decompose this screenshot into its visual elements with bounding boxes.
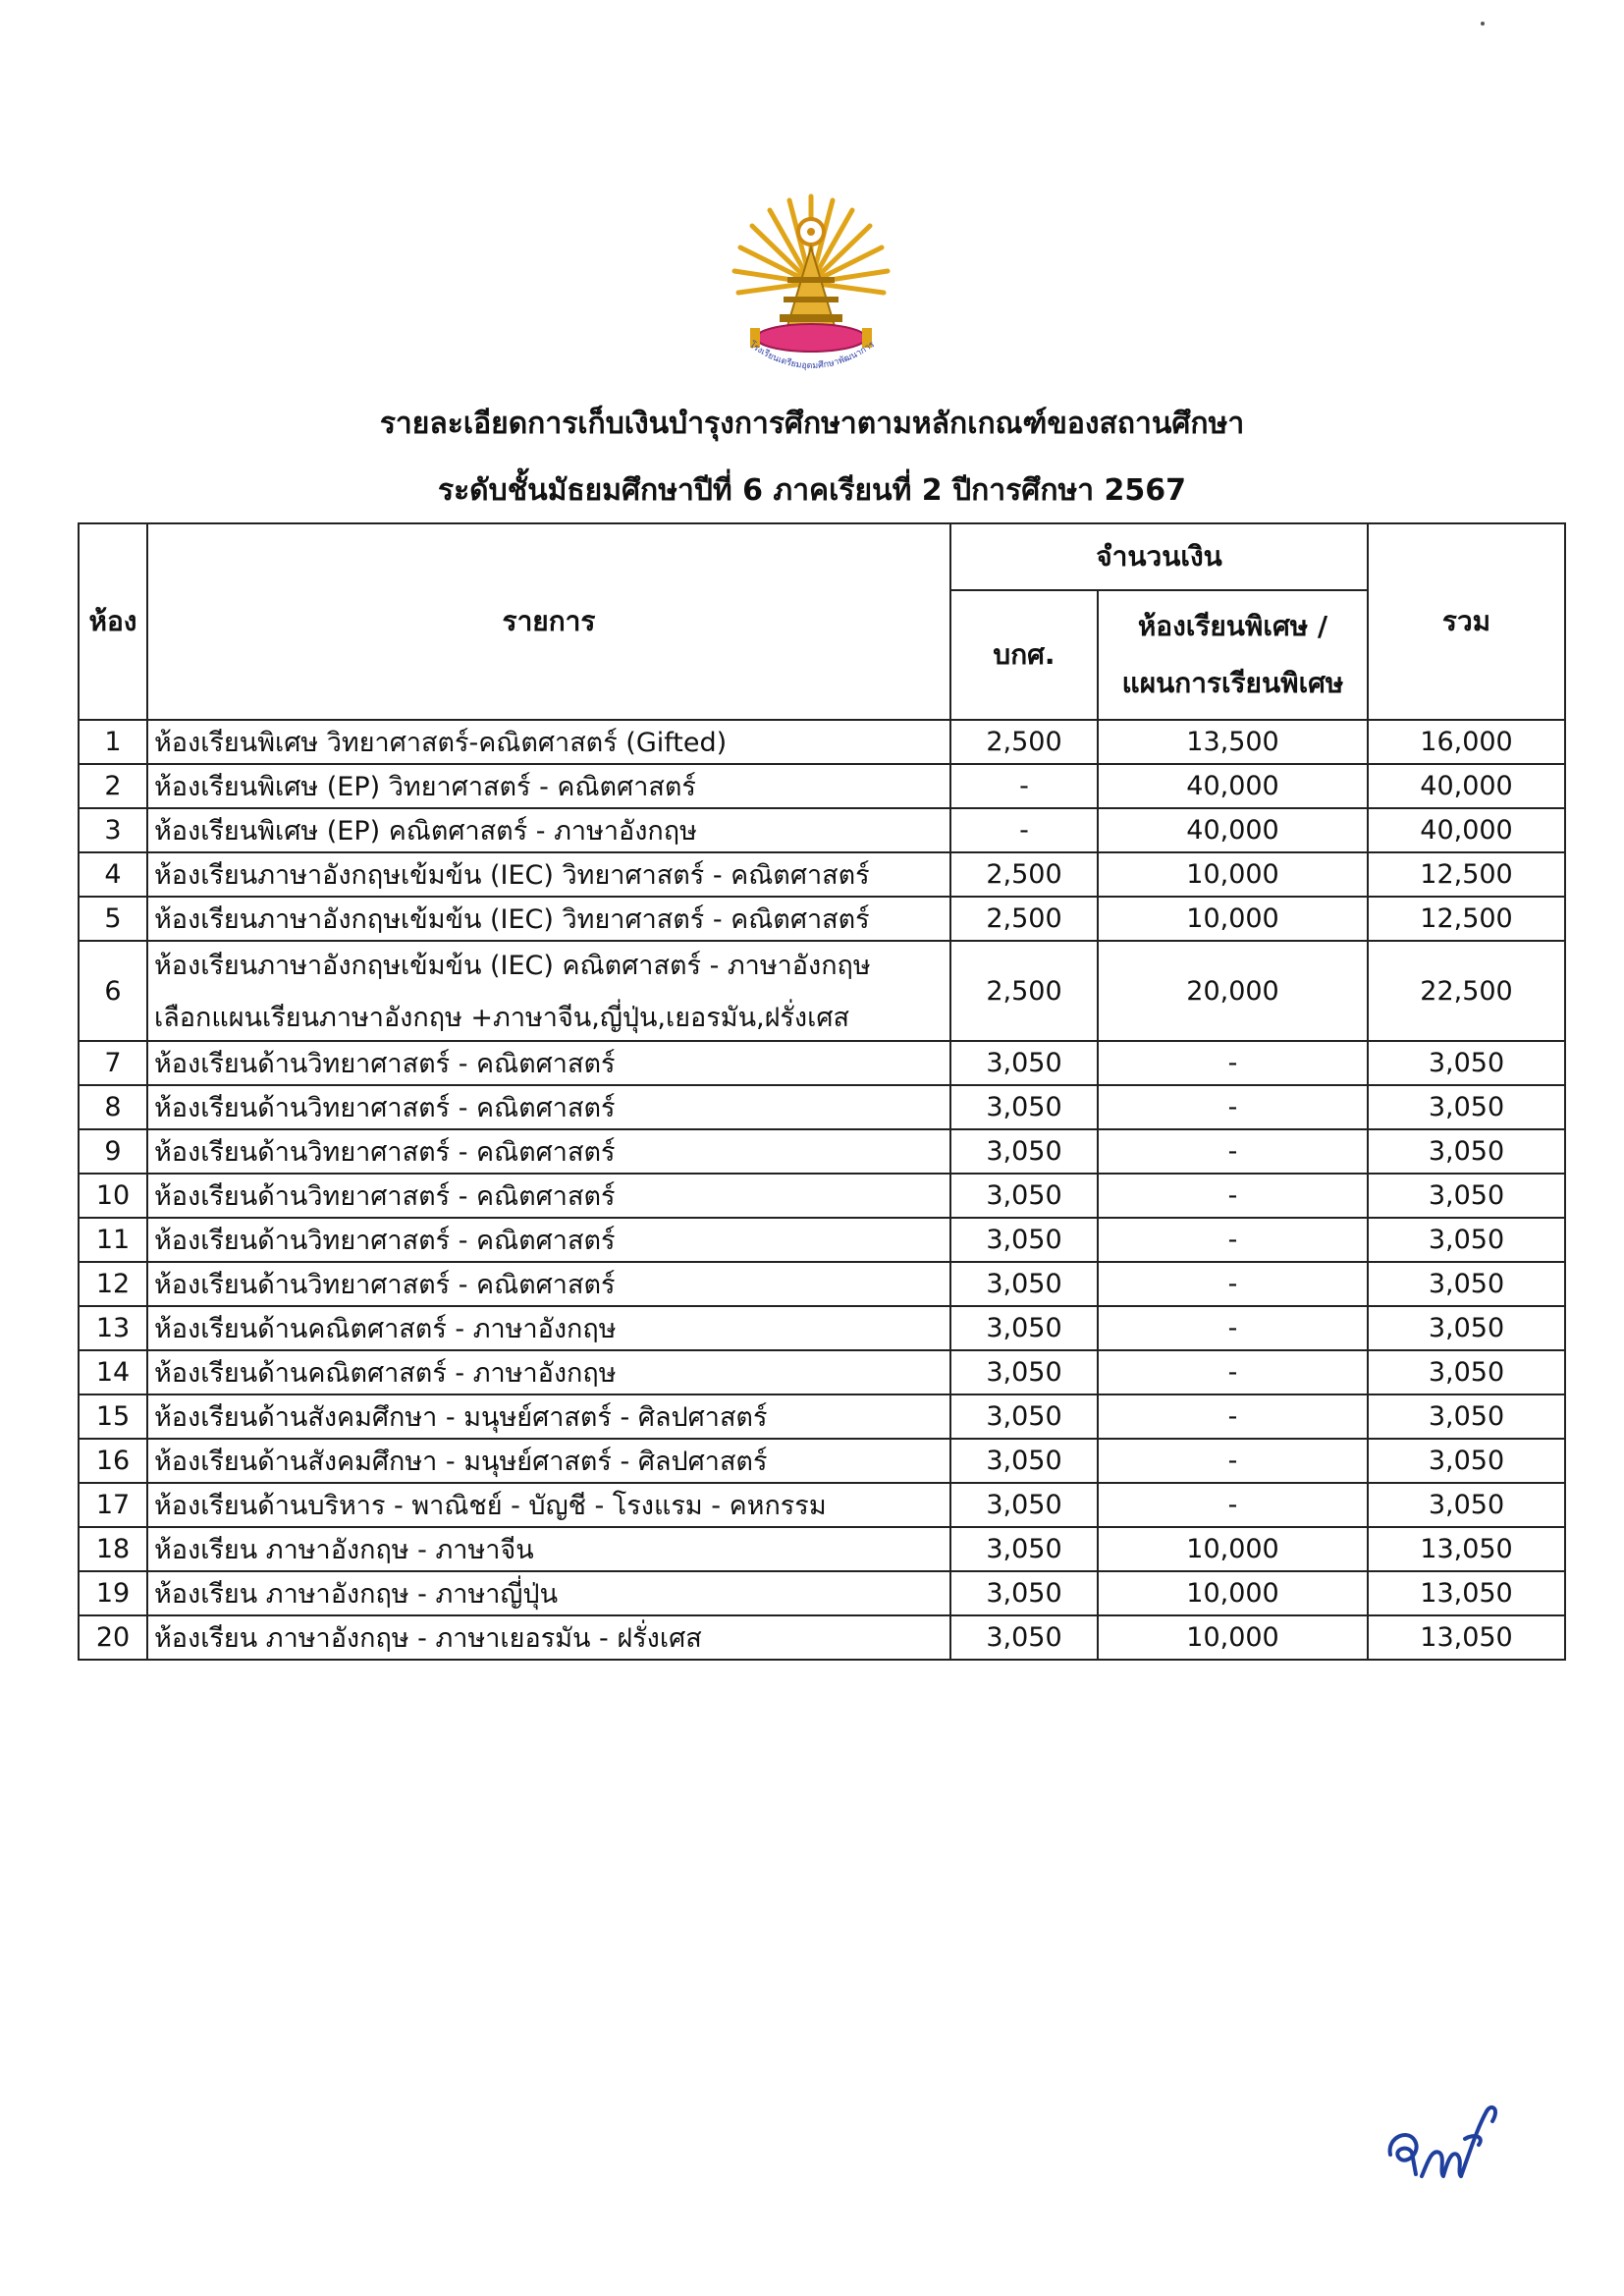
total-amount-cell: 13,050 [1368, 1615, 1565, 1660]
special-amount-cell: 40,000 [1098, 764, 1368, 808]
special-amount-cell: - [1098, 1439, 1368, 1483]
item-cell: ห้องเรียน ภาษาอังกฤษ - ภาษาญี่ปุ่น [147, 1571, 950, 1615]
header-amount: จำนวนเงิน [950, 523, 1368, 590]
room-number-cell: 10 [79, 1174, 147, 1218]
room-number-cell: 19 [79, 1571, 147, 1615]
item-cell: ห้องเรียนพิเศษ (EP) คณิตศาสตร์ - ภาษาอังกฤษ [147, 808, 950, 852]
room-number-cell: 3 [79, 808, 147, 852]
total-amount-cell: 3,050 [1368, 1174, 1565, 1218]
bks-amount-cell: 3,050 [950, 1394, 1098, 1439]
bks-amount-cell: 3,050 [950, 1615, 1098, 1660]
header-bks: บกศ. [950, 590, 1098, 720]
table-row [79, 1615, 1565, 1660]
table-row [79, 720, 1565, 764]
total-amount-cell: 22,500 [1368, 941, 1565, 1041]
special-amount-cell: - [1098, 1483, 1368, 1527]
total-amount-cell: 3,050 [1368, 1350, 1565, 1394]
table-row [79, 1306, 1565, 1350]
special-amount-cell: - [1098, 1306, 1368, 1350]
special-amount-cell: 10,000 [1098, 1527, 1368, 1571]
special-amount-cell: 10,000 [1098, 897, 1368, 941]
item-line-1: ห้องเรียนภาษาอังกฤษเข้มข้น (IEC) คณิตศาสตร์ - ภาษาอังกฤษ [154, 951, 871, 981]
room-number-cell: 17 [79, 1483, 147, 1527]
room-number-cell: 11 [79, 1218, 147, 1262]
table-row [79, 1129, 1565, 1174]
total-amount-cell: 3,050 [1368, 1394, 1565, 1439]
bks-amount-cell: 2,500 [950, 941, 1098, 1041]
table-row [79, 1527, 1565, 1571]
table-row [79, 1394, 1565, 1439]
item-cell: ห้องเรียนด้านวิทยาศาสตร์ - คณิตศาสตร์ [147, 1262, 950, 1306]
total-amount-cell: 12,500 [1368, 897, 1565, 941]
item-cell: ห้องเรียนด้านคณิตศาสตร์ - ภาษาอังกฤษ [147, 1306, 950, 1350]
special-amount-cell: - [1098, 1218, 1368, 1262]
bks-amount-cell: 3,050 [950, 1571, 1098, 1615]
total-amount-cell: 16,000 [1368, 720, 1565, 764]
room-number-cell: 1 [79, 720, 147, 764]
total-amount-cell: 3,050 [1368, 1483, 1565, 1527]
room-number-cell: 2 [79, 764, 147, 808]
special-amount-cell: - [1098, 1174, 1368, 1218]
total-amount-cell: 3,050 [1368, 1041, 1565, 1085]
table-row [79, 1085, 1565, 1129]
special-amount-cell: 10,000 [1098, 852, 1368, 897]
bks-amount-cell: 3,050 [950, 1483, 1098, 1527]
special-amount-cell: - [1098, 1350, 1368, 1394]
svg-text:โรงเรียนเตรียมอุดมศึกษาพัฒนากา: โรงเรียนเตรียมอุดมศึกษาพัฒนาการ [747, 340, 877, 372]
total-amount-cell: 3,050 [1368, 1262, 1565, 1306]
item-cell: ห้องเรียนด้านสังคมศึกษา - มนุษย์ศาสตร์ - ศิลปศาสตร์ [147, 1439, 950, 1483]
header-total: รวม [1368, 523, 1565, 720]
special-amount-cell: 10,000 [1098, 1615, 1368, 1660]
handwritten-signature [1382, 2094, 1512, 2188]
special-amount-cell: 10,000 [1098, 1571, 1368, 1615]
room-number-cell: 20 [79, 1615, 147, 1660]
table-row [79, 1350, 1565, 1394]
special-amount-cell: 40,000 [1098, 808, 1368, 852]
item-cell: ห้องเรียนด้านวิทยาศาสตร์ - คณิตศาสตร์ [147, 1218, 950, 1262]
bks-amount-cell: 3,050 [950, 1439, 1098, 1483]
room-number-cell: 16 [79, 1439, 147, 1483]
bks-amount-cell: 3,050 [950, 1527, 1098, 1571]
header-item: รายการ [147, 523, 950, 720]
special-amount-cell: 13,500 [1098, 720, 1368, 764]
header-special [1098, 590, 1368, 720]
fee-table [78, 522, 1566, 1661]
item-cell: ห้องเรียนด้านคณิตศาสตร์ - ภาษาอังกฤษ [147, 1350, 950, 1394]
total-amount-cell: 3,050 [1368, 1306, 1565, 1350]
header-special-line2: แผนการเรียนพิเศษ [1121, 667, 1344, 699]
room-number-cell: 8 [79, 1085, 147, 1129]
total-amount-cell: 3,050 [1368, 1085, 1565, 1129]
item-cell: ห้องเรียนด้านวิทยาศาสตร์ - คณิตศาสตร์ [147, 1129, 950, 1174]
bks-amount-cell: - [950, 808, 1098, 852]
room-number-cell: 7 [79, 1041, 147, 1085]
fee-table-body [79, 720, 1565, 1660]
room-number-cell: 12 [79, 1262, 147, 1306]
item-cell: ห้องเรียนพิเศษ วิทยาศาสตร์-คณิตศาสตร์ (Gifted) [147, 720, 950, 764]
header-room: ห้อง [79, 523, 147, 720]
special-amount-cell: - [1098, 1041, 1368, 1085]
table-row [79, 941, 1565, 1041]
total-amount-cell: 40,000 [1368, 764, 1565, 808]
bks-amount-cell: 3,050 [950, 1262, 1098, 1306]
total-amount-cell: 13,050 [1368, 1571, 1565, 1615]
bks-amount-cell: 2,500 [950, 720, 1098, 764]
bks-amount-cell: 3,050 [950, 1041, 1098, 1085]
total-amount-cell: 12,500 [1368, 852, 1565, 897]
table-row [79, 1041, 1565, 1085]
table-row [79, 808, 1565, 852]
bks-amount-cell: 3,050 [950, 1174, 1098, 1218]
room-number-cell: 14 [79, 1350, 147, 1394]
room-number-cell: 9 [79, 1129, 147, 1174]
item-cell: ห้องเรียนด้านวิทยาศาสตร์ - คณิตศาสตร์ [147, 1085, 950, 1129]
bks-amount-cell: 3,050 [950, 1350, 1098, 1394]
table-row [79, 1174, 1565, 1218]
room-number-cell: 4 [79, 852, 147, 897]
table-row [79, 1262, 1565, 1306]
document-subtitle: ระดับชั้นมัธยมศึกษาปีที่ 6 ภาคเรียนที่ 2 ปีการศึกษา 2567 [437, 473, 1187, 508]
item-cell: ห้องเรียนด้านวิทยาศาสตร์ - คณิตศาสตร์ [147, 1174, 950, 1218]
total-amount-cell: 3,050 [1368, 1218, 1565, 1262]
special-amount-cell: - [1098, 1394, 1368, 1439]
item-cell: ห้องเรียน ภาษาอังกฤษ - ภาษาจีน [147, 1527, 950, 1571]
bks-amount-cell: 3,050 [950, 1129, 1098, 1174]
document-title: รายละเอียดการเก็บเงินบำรุงการศึกษาตามหลักเกณฑ์ของสถานศึกษา [379, 407, 1245, 441]
item-cell: ห้องเรียนด้านบริหาร - พาณิชย์ - บัญชี - โรงแรม - คหกรรม [147, 1483, 950, 1527]
room-number-cell: 15 [79, 1394, 147, 1439]
bks-amount-cell: 3,050 [950, 1218, 1098, 1262]
table-row [79, 764, 1565, 808]
scan-speck [1481, 22, 1485, 26]
item-cell: ห้องเรียนภาษาอังกฤษเข้มข้น (IEC) วิทยาศาสตร์ - คณิตศาสตร์ [147, 852, 950, 897]
room-number-cell: 5 [79, 897, 147, 941]
header-special-line1: ห้องเรียนพิเศษ / [1137, 610, 1328, 642]
room-number-cell: 18 [79, 1527, 147, 1571]
bks-amount-cell: 2,500 [950, 852, 1098, 897]
item-line-2: เลือกแผนเรียนภาษาอังกฤษ +ภาษาจีน,ญี่ปุ่น,เยอรมัน,ฝรั่งเศส [154, 1003, 849, 1033]
total-amount-cell: 3,050 [1368, 1439, 1565, 1483]
table-row [79, 1571, 1565, 1615]
item-cell: ห้องเรียนด้านสังคมศึกษา - มนุษย์ศาสตร์ - ศิลปศาสตร์ [147, 1394, 950, 1439]
table-row [79, 897, 1565, 941]
item-cell: ห้องเรียนพิเศษ (EP) วิทยาศาสตร์ - คณิตศาสตร์ [147, 764, 950, 808]
bks-amount-cell: 3,050 [950, 1306, 1098, 1350]
special-amount-cell: - [1098, 1085, 1368, 1129]
school-emblem-logo [715, 189, 907, 381]
room-number-cell: 6 [79, 941, 147, 1041]
table-row [79, 1439, 1565, 1483]
special-amount-cell: - [1098, 1129, 1368, 1174]
table-row [79, 1483, 1565, 1527]
total-amount-cell: 40,000 [1368, 808, 1565, 852]
total-amount-cell: 3,050 [1368, 1129, 1565, 1174]
table-row [79, 852, 1565, 897]
bks-amount-cell: - [950, 764, 1098, 808]
item-cell: ห้องเรียนด้านวิทยาศาสตร์ - คณิตศาสตร์ [147, 1041, 950, 1085]
room-number-cell: 13 [79, 1306, 147, 1350]
item-cell: ห้องเรียนภาษาอังกฤษเข้มข้น (IEC) วิทยาศาสตร์ - คณิตศาสตร์ [147, 897, 950, 941]
item-cell [147, 941, 950, 1041]
table-row [79, 1218, 1565, 1262]
bks-amount-cell: 2,500 [950, 897, 1098, 941]
item-cell: ห้องเรียน ภาษาอังกฤษ - ภาษาเยอรมัน - ฝรั่งเศส [147, 1615, 950, 1660]
bks-amount-cell: 3,050 [950, 1085, 1098, 1129]
special-amount-cell: 20,000 [1098, 941, 1368, 1041]
special-amount-cell: - [1098, 1262, 1368, 1306]
total-amount-cell: 13,050 [1368, 1527, 1565, 1571]
